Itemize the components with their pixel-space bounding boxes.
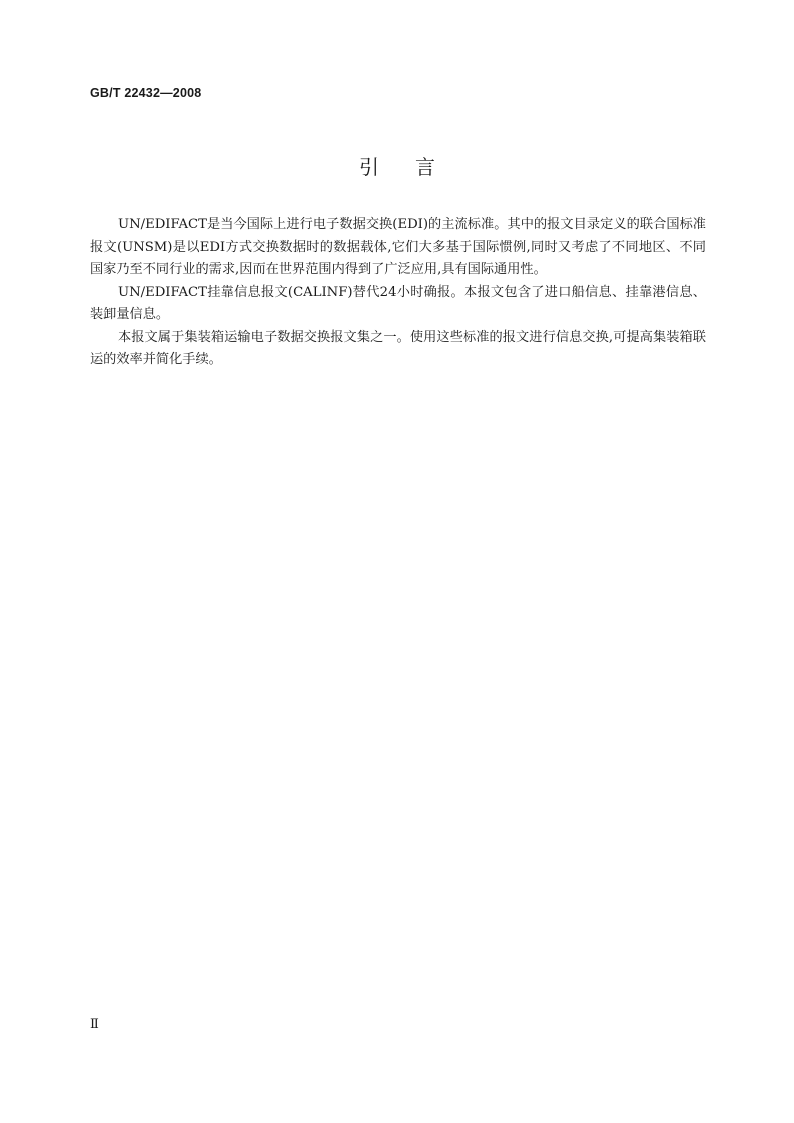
- main-content: [90, 214, 706, 372]
- standard-code: GB/T 22432—2008: [90, 86, 202, 100]
- paragraph-2: UN/EDIFACT挂靠信息报文(CALINF)替代24小时确报。本报文包含了进口船信息、挂靠港信息、装卸量信息。: [90, 284, 706, 322]
- paragraph-3: 本报文属于集装箱运输电子数据交换报文集之一。使用这些标准的报文进行信息交换,可提高集装箱联运的效率并简化手续。: [90, 329, 706, 367]
- paragraph-1: UN/EDIFACT是当今国际上进行电子数据交换(EDI)的主流标准。其中的报文目录定义的联合国标准报文(UNSM)是以EDI方式交换数据时的数据载体,它们大多基于国际惯例,同时又考虑了不同地区、不同国家乃至不同行业的需求,因而在世界范围内得到了广泛应用,具有国际通用性。: [90, 217, 706, 277]
- page-title: 引言: [359, 155, 471, 179]
- page-number: Ⅱ: [90, 1016, 99, 1031]
